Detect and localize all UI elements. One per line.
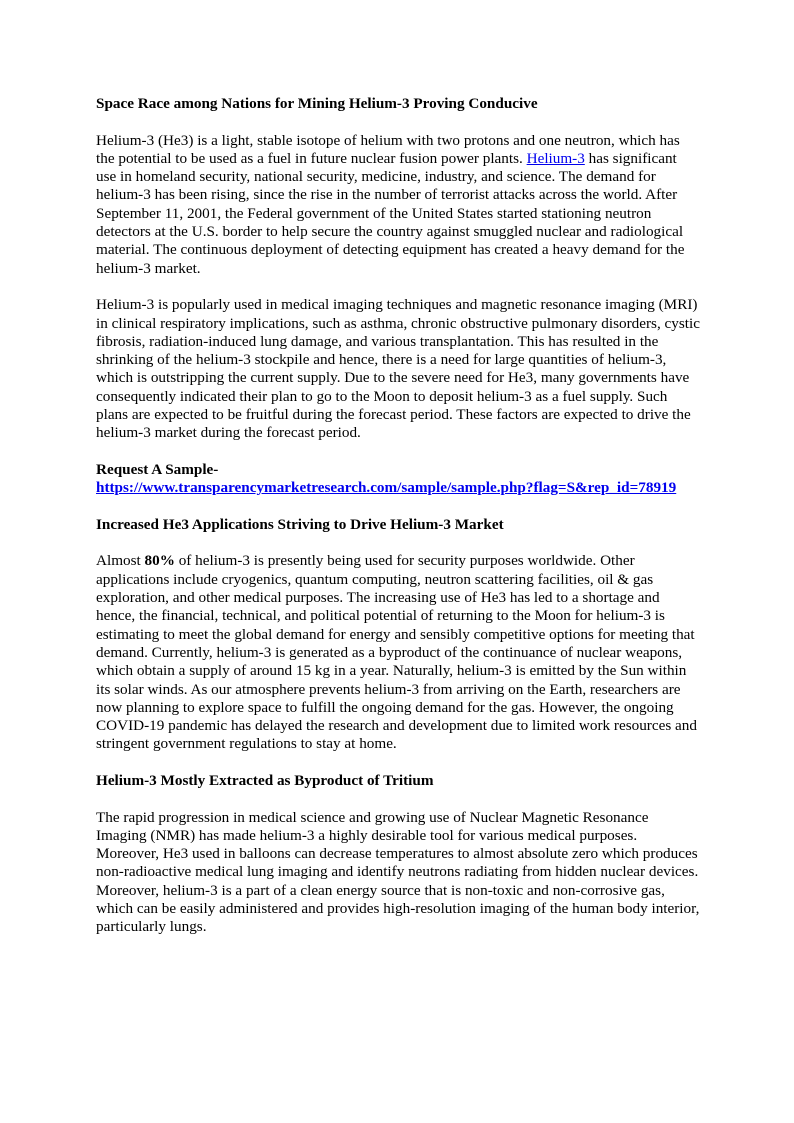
paragraph-intro-text-start: Helium-3 (He3) is a light, stable isotope of helium with two protons and one neutron, which has the potential to be used as a fuel in future nuclear fusion power plants. — [96, 131, 680, 167]
paragraph-intro — [96, 132, 700, 278]
section-heading-byproduct: Helium-3 Mostly Extracted as Byproduct of Tritium — [96, 771, 434, 789]
paragraph-applications — [96, 552, 700, 753]
section-heading-applications: Increased He3 Applications Striving to Drive Helium-3 Market — [96, 515, 504, 533]
document-page — [96, 95, 700, 937]
percent-highlight: 80% — [144, 552, 175, 570]
helium-3-link[interactable]: Helium-3 — [526, 149, 585, 167]
request-sample-label: Request A Sample- — [96, 460, 219, 478]
paragraph-applications-text-start: Almost — [96, 552, 145, 570]
paragraph-applications-text-end: of helium-3 is presently being used for security purposes worldwide. Other applications include cryogenics, quantum computing, neutron scattering facilities, oil & gas exploration, and other medical purposes. The increasing use of He3 has led to a shortage and hence, the financial, technical, and political potential of returning to the Moon for helium-3 is estimating to meet the global demand for energy and sensibly competitive options for meeting that demand. Currently, helium-3 is generated as a byproduct of the continuance of nuclear weapons, which obtain a supply of around 15 kg in a year. Naturally, helium-3 is emitted by the Sun within its solar winds. As our atmosphere prevents helium-3 from arriving on the Earth, researchers are now planning to explore space to fulfill the ongoing demand for the gas. However, the ongoing COVID-19 pandemic has delayed the research and development due to limited work resources and stringent government regulations to stay at home. — [96, 552, 697, 753]
paragraph-intro-text-end: has significant use in homeland security, national security, medicine, industry, and science. The demand for helium-3 has been rising, since the rise in the number of terrorist attacks across the world. After September 11, 2001, the Federal government of the United States started stationing neutron detectors at the U.S. border to help secure the country against smuggled nuclear and radiological material. The continuous deployment of detecting equipment has created a heavy demand for the helium-3 market. — [96, 149, 685, 277]
request-sample-link[interactable]: https://www.transparencymarketresearch.com/sample/sample.php?flag=S&rep_id=78919 — [96, 479, 677, 497]
request-sample-block — [96, 461, 700, 498]
paragraph-medical-imaging: Helium-3 is popularly used in medical imaging techniques and magnetic resonance imaging (MRI) in clinical respiratory implications, such as asthma, chronic obstructive pulmonary disorders, cystic fibrosis, radiation-induced lung damage, and various transplantation. This has resulted in the shrinking of the helium-3 stockpile and hence, there is a need for large quantities of helium-3, which is outstripping the current supply. Due to the severe need for He3, many governments have consequently indicated their plan to go to the Moon to deposit helium-3 as a fuel supply. Such plans are expected to be fruitful during the forecast period. These factors are expected to drive the helium-3 market during the forecast period. — [96, 296, 700, 442]
page-title: Space Race among Nations for Mining Helium-3 Proving Conducive — [96, 95, 538, 112]
paragraph-byproduct: The rapid progression in medical science and growing use of Nuclear Magnetic Resonance Imaging (NMR) has made helium-3 a highly desirable tool for various medical purposes. Moreover, He3 used in balloons can decrease temperatures to almost absolute zero which produces non-radioactive medical lung imaging and identify neutrons radiating from hidden nuclear devices. Moreover, helium-3 is a part of a clean energy source that is non-toxic and non-corrosive gas, which can be easily administered and provides high-resolution imaging of the human body interior, particularly lungs. — [96, 808, 700, 936]
